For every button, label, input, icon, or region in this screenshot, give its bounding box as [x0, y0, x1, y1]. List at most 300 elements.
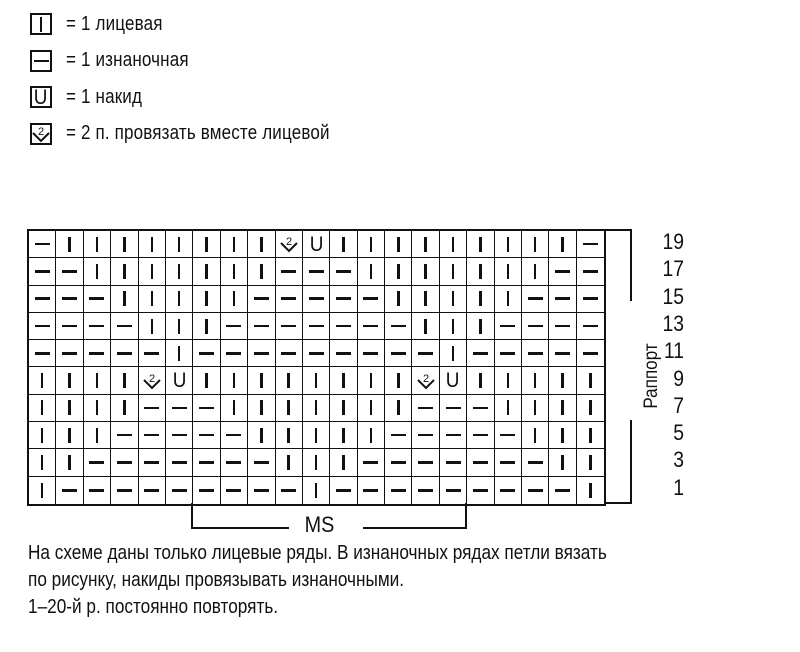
knit-stitch-icon	[96, 237, 99, 252]
chart-cell-r15-c10	[276, 286, 303, 313]
knit-stitch-icon	[589, 428, 592, 443]
purl-stitch-icon	[336, 325, 351, 328]
chart-cell-r19-c13	[358, 231, 385, 258]
chart-cell-r17-c7	[193, 258, 220, 285]
knit-stitch-icon	[507, 237, 510, 252]
chart-cell-r9-c18	[495, 367, 522, 394]
chart-cell-r3-c21	[577, 449, 604, 476]
purl-stitch-icon	[35, 243, 50, 246]
chart-cell-r19-c1	[29, 231, 56, 258]
chart-cell-r11-c15	[412, 340, 439, 367]
chart-cell-r19-c6	[166, 231, 193, 258]
chart-cell-r3-c14	[385, 449, 412, 476]
knit-stitch-icon	[178, 237, 181, 252]
chart-cell-r3-c20	[549, 449, 576, 476]
chart-cell-r7-c8	[221, 395, 248, 422]
knit-stitch-icon	[41, 400, 44, 415]
chart-cell-r9-c21	[577, 367, 604, 394]
purl-stitch-icon	[500, 434, 515, 437]
chart-cell-r19-c5	[139, 231, 166, 258]
chart-cell-r17-c8	[221, 258, 248, 285]
chart-cell-r15-c17	[467, 286, 494, 313]
chart-cell-r19-c19	[522, 231, 549, 258]
chart-cell-r19-c9	[248, 231, 275, 258]
knit-stitch-icon	[233, 400, 236, 415]
chart-cell-r7-c3	[84, 395, 111, 422]
knit-stitch-icon	[397, 264, 400, 279]
chart-cell-r9-c9	[248, 367, 275, 394]
chart-cell-r7-c13	[358, 395, 385, 422]
chart-cell-r9-c14	[385, 367, 412, 394]
chart-cell-r7-c14	[385, 395, 412, 422]
legend-item-k2tog	[30, 116, 376, 153]
purl-stitch-icon	[473, 352, 488, 355]
chart-cell-r15-c3	[84, 286, 111, 313]
chart-cell-r13-c5	[139, 313, 166, 340]
knit-stitch-icon	[287, 428, 290, 443]
chart-cell-r11-c18	[495, 340, 522, 367]
purl-stitch-icon	[391, 434, 406, 437]
chart-cell-r13-c17	[467, 313, 494, 340]
chart-cell-r15-c19	[522, 286, 549, 313]
knit-stitch-icon	[123, 264, 126, 279]
chart-cell-r15-c9	[248, 286, 275, 313]
k2tog-icon	[30, 123, 52, 145]
chart-cell-r13-c20	[549, 313, 576, 340]
row-label-15: 15	[662, 283, 684, 309]
knit-stitch-icon	[205, 319, 208, 334]
purl-stitch-icon	[500, 461, 515, 464]
knit-stitch-icon	[561, 455, 564, 470]
purl-stitch-icon	[254, 352, 269, 355]
purl-stitch-icon	[446, 461, 461, 464]
purl-stitch-icon	[117, 352, 132, 355]
purl-stitch-icon	[35, 325, 50, 328]
knit-stitch-icon	[479, 237, 482, 252]
chart-cell-r5-c12	[330, 422, 357, 449]
chart-cell-r3-c5	[139, 449, 166, 476]
chart-cell-r17-c18	[495, 258, 522, 285]
chart-cell-r1-c12	[330, 477, 357, 504]
knit-stitch-icon	[41, 373, 44, 388]
chart-cell-r1-c3	[84, 477, 111, 504]
chart-cell-r3-c11	[303, 449, 330, 476]
knit-stitch-icon	[452, 319, 455, 334]
row-label-13: 13	[662, 310, 684, 336]
chart-cell-r17-c4	[111, 258, 138, 285]
chart-cell-r19-c10	[276, 231, 303, 258]
purl-stitch-icon	[555, 270, 570, 273]
purl-stitch-icon	[336, 352, 351, 355]
chart-cell-r9-c19	[522, 367, 549, 394]
row-label-17: 17	[662, 256, 684, 282]
chart-cell-r15-c4	[111, 286, 138, 313]
chart-cell-r13-c9	[248, 313, 275, 340]
knit-stitch-icon	[534, 400, 537, 415]
chart-cell-r13-c6	[166, 313, 193, 340]
chart-cell-r15-c18	[495, 286, 522, 313]
chart-cell-r1-c8	[221, 477, 248, 504]
knit-stitch-icon	[41, 455, 44, 470]
chart-cell-r7-c16	[440, 395, 467, 422]
chart-cell-r3-c9	[248, 449, 275, 476]
chart-cell-r11-c10	[276, 340, 303, 367]
purl-stitch-icon	[89, 297, 104, 300]
chart-cell-r19-c8	[221, 231, 248, 258]
chart-cell-r5-c16	[440, 422, 467, 449]
chart-cell-r15-c11	[303, 286, 330, 313]
purl-stitch-icon	[199, 352, 214, 355]
knitting-chart-grid	[27, 229, 606, 506]
chart-cell-r19-c12	[330, 231, 357, 258]
legend-symbol-box	[30, 13, 52, 35]
knit-stitch-icon	[123, 291, 126, 306]
knit-stitch-icon	[287, 400, 290, 415]
knit-stitch-icon	[205, 237, 208, 252]
purl-stitch-icon	[35, 297, 50, 300]
knit-stitch-icon	[68, 455, 71, 470]
purl-stitch-icon	[34, 60, 49, 63]
knit-stitch-icon	[178, 319, 181, 334]
chart-cell-r3-c12	[330, 449, 357, 476]
purl-stitch-icon	[62, 297, 77, 300]
chart-cell-r15-c13	[358, 286, 385, 313]
chart-cell-r9-c20	[549, 367, 576, 394]
knit-stitch-icon	[123, 373, 126, 388]
chart-cell-r1-c18	[495, 477, 522, 504]
chart-cell-r13-c10	[276, 313, 303, 340]
knit-stitch-icon	[370, 400, 373, 415]
chart-cell-r15-c21	[577, 286, 604, 313]
purl-stitch-icon	[281, 297, 296, 300]
chart-cell-r13-c2	[56, 313, 83, 340]
knit-stitch-icon	[287, 373, 290, 388]
purl-stitch-icon	[391, 489, 406, 492]
chart-cell-r17-c14	[385, 258, 412, 285]
knit-stitch-icon	[479, 291, 482, 306]
chart-cell-r13-c15	[412, 313, 439, 340]
yarn-over-icon: U	[34, 85, 48, 109]
chart-cell-r5-c7	[193, 422, 220, 449]
purl-stitch-icon	[500, 352, 515, 355]
purl-stitch-icon	[172, 461, 187, 464]
chart-cell-r19-c3	[84, 231, 111, 258]
chart-cell-r5-c13	[358, 422, 385, 449]
knit-stitch-icon	[342, 373, 345, 388]
purl-stitch-icon	[555, 352, 570, 355]
chart-cell-r1-c1	[29, 477, 56, 504]
chart-cell-r9-c13	[358, 367, 385, 394]
chart-cell-r19-c11	[303, 231, 330, 258]
purl-stitch-icon	[555, 325, 570, 328]
chart-cell-r5-c19	[522, 422, 549, 449]
chart-cell-r13-c19	[522, 313, 549, 340]
chart-cell-r3-c8	[221, 449, 248, 476]
purl-stitch-icon	[199, 434, 214, 437]
chart-cell-r7-c18	[495, 395, 522, 422]
chart-cell-r17-c19	[522, 258, 549, 285]
row-label-1: 1	[673, 474, 684, 500]
knit-stitch-icon	[315, 373, 318, 388]
chart-cell-r3-c4	[111, 449, 138, 476]
knit-stitch-icon	[233, 237, 236, 252]
chart-notes	[28, 540, 607, 621]
chart-cell-r7-c20	[549, 395, 576, 422]
chart-cell-r9-c15	[412, 367, 439, 394]
knit-stitch-icon	[561, 237, 564, 252]
legend-item-knit	[30, 6, 376, 43]
chart-cell-r13-c21	[577, 313, 604, 340]
knit-stitch-icon	[507, 264, 510, 279]
knit-stitch-icon	[260, 264, 263, 279]
row-label-3: 3	[673, 447, 684, 473]
purl-stitch-icon	[473, 461, 488, 464]
knit-stitch-icon	[589, 483, 592, 498]
legend-item-purl	[30, 43, 376, 80]
chart-cell-r17-c21	[577, 258, 604, 285]
knit-stitch-icon	[589, 400, 592, 415]
chart-cell-r9-c8	[221, 367, 248, 394]
chart-cell-r19-c18	[495, 231, 522, 258]
purl-stitch-icon	[446, 489, 461, 492]
knit-stitch-icon	[397, 291, 400, 306]
chart-cell-r1-c15	[412, 477, 439, 504]
chart-cell-r11-c8	[221, 340, 248, 367]
purl-stitch-icon	[199, 407, 214, 410]
chart-cell-r1-c10	[276, 477, 303, 504]
chart-cell-r11-c11	[303, 340, 330, 367]
chart-cell-r5-c3	[84, 422, 111, 449]
chart-cell-r5-c2	[56, 422, 83, 449]
purl-stitch-icon	[528, 325, 543, 328]
knit-stitch-icon	[260, 373, 263, 388]
purl-stitch-icon	[117, 489, 132, 492]
chart-cell-r5-c9	[248, 422, 275, 449]
chart-cell-r7-c4	[111, 395, 138, 422]
chart-cell-r1-c6	[166, 477, 193, 504]
purl-stitch-icon	[62, 352, 77, 355]
chart-cell-r3-c19	[522, 449, 549, 476]
purl-stitch-icon	[363, 297, 378, 300]
chart-cell-r13-c8	[221, 313, 248, 340]
knit-stitch-icon	[424, 237, 427, 252]
chart-cell-r19-c2	[56, 231, 83, 258]
knit-stitch-icon	[452, 264, 455, 279]
chart-cell-r9-c4	[111, 367, 138, 394]
purl-stitch-icon	[473, 407, 488, 410]
purl-stitch-icon	[254, 461, 269, 464]
chart-cell-r9-c7	[193, 367, 220, 394]
knit-stitch-icon	[151, 237, 154, 252]
purl-stitch-icon	[254, 489, 269, 492]
knit-stitch-icon	[370, 264, 373, 279]
knit-stitch-icon	[68, 400, 71, 415]
ms-bracket-left	[191, 503, 193, 529]
chart-cell-r7-c10	[276, 395, 303, 422]
chart-cell-r7-c6	[166, 395, 193, 422]
chart-cell-r11-c16	[440, 340, 467, 367]
knit-stitch-icon	[452, 237, 455, 252]
chart-cell-r7-c2	[56, 395, 83, 422]
knit-stitch-icon	[178, 291, 181, 306]
legend-label: = 1 лицевая	[66, 12, 163, 35]
chart-cell-r3-c3	[84, 449, 111, 476]
chart-cell-r5-c17	[467, 422, 494, 449]
chart-cell-r13-c4	[111, 313, 138, 340]
note-line-1: На схеме даны только лицевые ряды. В изнаночных рядах петли вязать	[28, 542, 607, 564]
yarn-over-icon: U	[309, 232, 323, 256]
purl-stitch-icon	[583, 270, 598, 273]
legend-label: = 2 п. провязать вместе лицевой	[66, 122, 330, 145]
knit-stitch-icon	[123, 237, 126, 252]
knit-stitch-icon	[260, 400, 263, 415]
purl-stitch-icon	[363, 489, 378, 492]
purl-stitch-icon	[144, 352, 159, 355]
purl-stitch-icon	[309, 297, 324, 300]
purl-stitch-icon	[199, 461, 214, 464]
chart-cell-r11-c4	[111, 340, 138, 367]
purl-stitch-icon	[583, 297, 598, 300]
ms-bracket-bottom-right	[363, 527, 467, 529]
purl-stitch-icon	[336, 489, 351, 492]
knit-stitch-icon	[342, 455, 345, 470]
chart-cell-r17-c5	[139, 258, 166, 285]
rapport-bracket-bottom	[604, 502, 632, 504]
chart-cell-r5-c5	[139, 422, 166, 449]
purl-stitch-icon	[528, 461, 543, 464]
knit-stitch-icon	[96, 373, 99, 388]
knit-stitch-icon	[534, 264, 537, 279]
knit-stitch-icon	[561, 373, 564, 388]
rapport-bracket-vertical-lower	[630, 420, 632, 504]
knit-stitch-icon	[233, 264, 236, 279]
chart-cell-r15-c12	[330, 286, 357, 313]
knit-stitch-icon	[479, 373, 482, 388]
chart-cell-r7-c9	[248, 395, 275, 422]
purl-stitch-icon	[144, 489, 159, 492]
chart-cell-r17-c12	[330, 258, 357, 285]
knit-stitch-icon	[96, 428, 99, 443]
legend-symbol-box	[30, 50, 52, 72]
knit-stitch-icon	[151, 264, 154, 279]
rapport-bracket-vertical-upper	[630, 229, 632, 301]
knit-stitch-icon	[507, 400, 510, 415]
chart-cell-r11-c14	[385, 340, 412, 367]
purl-stitch-icon	[144, 434, 159, 437]
purl-stitch-icon	[172, 434, 187, 437]
row-label-11: 11	[663, 338, 684, 364]
chart-cell-r17-c16	[440, 258, 467, 285]
chart-cell-r19-c15	[412, 231, 439, 258]
chart-cell-r1-c16	[440, 477, 467, 504]
chart-cell-r3-c2	[56, 449, 83, 476]
chart-cell-r1-c19	[522, 477, 549, 504]
purl-stitch-icon	[528, 352, 543, 355]
knit-stitch-icon	[397, 237, 400, 252]
knit-stitch-icon	[41, 428, 44, 443]
chart-cell-r9-c12	[330, 367, 357, 394]
chart-cell-r9-c16	[440, 367, 467, 394]
knit-stitch-icon	[507, 373, 510, 388]
knit-stitch-icon	[40, 17, 43, 32]
knit-stitch-icon	[315, 455, 318, 470]
purl-stitch-icon	[391, 461, 406, 464]
chart-cell-r19-c21	[577, 231, 604, 258]
purl-stitch-icon	[391, 325, 406, 328]
knit-stitch-icon	[534, 428, 537, 443]
chart-cell-r9-c6	[166, 367, 193, 394]
chart-cell-r1-c14	[385, 477, 412, 504]
chart-cell-r5-c15	[412, 422, 439, 449]
knit-stitch-icon	[397, 400, 400, 415]
chart-cell-r3-c16	[440, 449, 467, 476]
note-line-2: по рисунку, накиды провязывать изнаночными.	[28, 569, 405, 591]
purl-stitch-icon	[528, 297, 543, 300]
knit-stitch-icon	[315, 483, 318, 498]
knit-stitch-icon	[68, 237, 71, 252]
knit-stitch-icon	[205, 373, 208, 388]
purl-stitch-icon	[281, 325, 296, 328]
knit-stitch-icon	[96, 264, 99, 279]
legend-symbol-box	[30, 123, 52, 145]
chart-cell-r11-c12	[330, 340, 357, 367]
chart-cell-r3-c17	[467, 449, 494, 476]
purl-stitch-icon	[254, 297, 269, 300]
knit-stitch-icon	[452, 291, 455, 306]
purl-stitch-icon	[473, 434, 488, 437]
chart-cell-r9-c17	[467, 367, 494, 394]
knit-stitch-icon	[260, 237, 263, 252]
purl-stitch-icon	[336, 297, 351, 300]
row-label-5: 5	[673, 420, 684, 446]
chart-cell-r5-c14	[385, 422, 412, 449]
chart-cell-r1-c9	[248, 477, 275, 504]
chart-cell-r17-c11	[303, 258, 330, 285]
purl-stitch-icon	[446, 407, 461, 410]
knit-stitch-icon	[151, 319, 154, 334]
knit-stitch-icon	[342, 400, 345, 415]
knit-stitch-icon	[342, 237, 345, 252]
purl-stitch-icon	[363, 461, 378, 464]
chart-cell-r17-c2	[56, 258, 83, 285]
svg-text:2: 2	[422, 372, 429, 385]
purl-stitch-icon	[117, 461, 132, 464]
yarn-over-icon: U	[172, 369, 186, 393]
chart-cell-r11-c5	[139, 340, 166, 367]
purl-stitch-icon	[172, 407, 187, 410]
knit-stitch-icon	[452, 346, 455, 361]
chart-cell-r11-c2	[56, 340, 83, 367]
knit-stitch-icon	[370, 373, 373, 388]
knit-stitch-icon	[424, 264, 427, 279]
chart-cell-r3-c15	[412, 449, 439, 476]
chart-cell-r1-c7	[193, 477, 220, 504]
chart-cell-r17-c6	[166, 258, 193, 285]
chart-cell-r11-c6	[166, 340, 193, 367]
purl-stitch-icon	[144, 461, 159, 464]
purl-stitch-icon	[418, 352, 433, 355]
knit-stitch-icon	[68, 428, 71, 443]
knit-stitch-icon	[507, 291, 510, 306]
chart-cell-r3-c10	[276, 449, 303, 476]
knit-stitch-icon	[424, 291, 427, 306]
chart-cell-r11-c19	[522, 340, 549, 367]
knit-stitch-icon	[233, 291, 236, 306]
chart-cell-r3-c1	[29, 449, 56, 476]
chart-cell-r15-c6	[166, 286, 193, 313]
chart-cell-r19-c14	[385, 231, 412, 258]
purl-stitch-icon	[583, 243, 598, 246]
